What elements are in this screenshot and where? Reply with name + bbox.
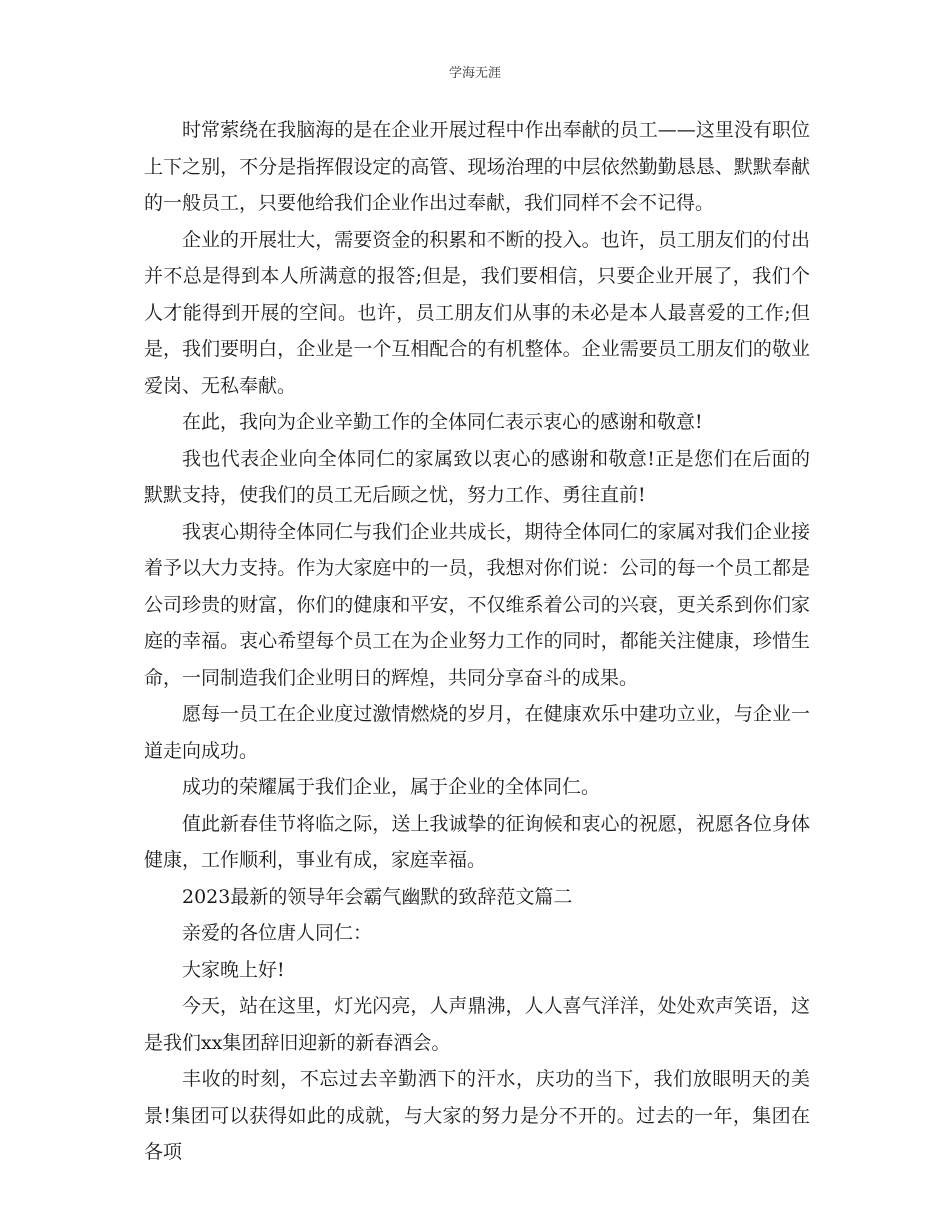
document-body xyxy=(144,112,810,1171)
paragraph-harvest: 丰收的时刻，不忘过去辛勤洒下的汗水，庆功的当下，我们放眼明天的美景!集团可以获得如此的成就，与大家的努力是分不开的。过去的一年，集团在各项 xyxy=(144,1068,810,1163)
salutation: 亲爱的各位唐人同仁： xyxy=(182,922,373,944)
paragraph-wish-success: 愿每一员工在企业度过激情燃烧的岁月，在健康欢乐中建功立业，与企业一道走向成功。 xyxy=(144,703,810,762)
paragraph-employee-contribution: 时常萦绕在我脑海的是在企业开展过程中作出奉献的员工——这里没有职位上下之别，不分是指挥假设定的高管、现场治理的中层依然勤勤恳恳、默默奉献的一般员工，只要他给我们企业作出过奉献，我们同样不会不记得。 xyxy=(144,119,810,214)
section-title-part-two: 2023最新的领导年会霸气幽默的致辞范文篇二 xyxy=(182,885,573,908)
paragraph-today: 今天，站在这里，灯光闪亮，人声鼎沸，人人喜气洋洋，处处欢声笑语，这是我们xx集团辞旧迎新的新春酒会。 xyxy=(144,995,810,1054)
paragraph-thanks-families: 我也代表企业向全体同仁的家属致以衷心的感谢和敬意!正是您们在后面的默默支持，使我们的员工无后顾之忧，努力工作、勇往直前! xyxy=(144,447,810,506)
paragraph-glory: 成功的荣耀属于我们企业，属于企业的全体同仁。 xyxy=(182,776,601,798)
paragraph-grow-together: 我衷心期待全体同仁与我们企业共成长，期待全体同仁的家属对我们企业接着予以大力支持。作为大家庭中的一员，我想对你们说：公司的每一个员工都是公司珍贵的财富，你们的健康和平安，不仅维系着公司的兴衰，更关系到你们家庭的幸福。衷心希望每个员工在为企业努力工作的同时，都能关注健康，珍惜生命，一同制造我们企业明日的辉煌，共同分享奋斗的成果。 xyxy=(144,520,810,689)
paragraph-thanks-colleagues: 在此，我向为企业辛勤工作的全体同仁表示衷心的感谢和敬意! xyxy=(182,411,703,433)
greeting: 大家晚上好! xyxy=(182,958,285,981)
page-header: 学海无涯 xyxy=(448,66,501,81)
paragraph-enterprise-growth: 企业的开展壮大，需要资金的积累和不断的投入。也许，员工朋友们的付出并不总是得到本人所满意的报答;但是，我们要相信，只要企业开展了，我们个人才能得到开展的空间。也许，员工朋友们从事的未必是本人最喜爱的工作;但是，我们要明白，企业是一个互相配合的有机整体。企业需要员工朋友们的敬业爱岗、无私奉献。 xyxy=(144,228,810,397)
paragraph-new-year-wishes: 值此新春佳节将临之际，送上我诚挚的征询候和衷心的祝愿，祝愿各位身体健康，工作顺利，事业有成，家庭幸福。 xyxy=(144,812,810,871)
